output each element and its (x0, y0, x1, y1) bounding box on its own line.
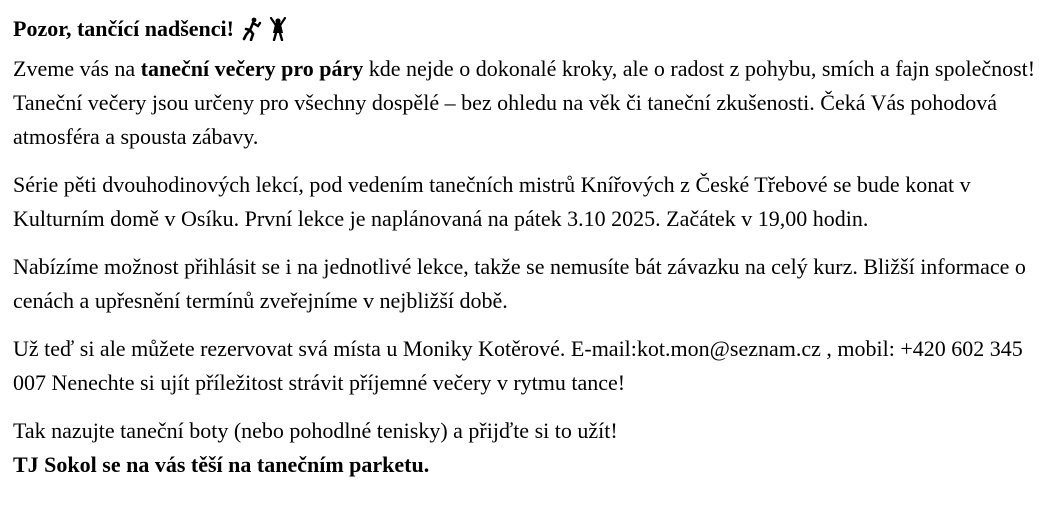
closing-signature: TJ Sokol se na vás těší na tanečním parketu. (13, 452, 430, 477)
dancer-emojis (242, 17, 288, 41)
paragraph-closing (13, 414, 1046, 482)
woman-dancing-icon (268, 17, 288, 41)
p1-after: kde nejde o dokonalé kroky, ale o radost z pohybu, smích a fajn společnost! Taneční večery jsou určeny pro všechny dospělé – bez ohledu na věk či taneční zkušenosti. Čeká Vás pohodová atmosféra a spousta zábavy. (13, 56, 1036, 149)
p1-bold: taneční večery pro páry (140, 56, 364, 81)
paragraph-reservation: Už teď si ale můžete rezervovat svá místa u Moniky Kotěrové. E-mail:kot.mon@seznam.cz , mobil: +420 602 345 007 Nenechte si ujít příležitost strávit příjemné večery v rytmu tance! (13, 336, 1023, 395)
paragraph-single-lessons: Nabízíme možnost přihlásit se i na jednotlivé lekce, takže se nemusíte bát závazku na celý kurz. Bližší informace o cenách a upřesnění termínů zveřejníme v nejbližší době. (13, 254, 1026, 313)
paragraph-invitation (13, 52, 1046, 154)
headline (13, 14, 1046, 44)
closing-line: Tak nazujte taneční boty (nebo pohodlné tenisky) a přijďte si to užít! (13, 418, 618, 443)
paragraph-series: Série pěti dvouhodinových lekcí, pod vedením tanečních mistrů Knířových z České Třebové se bude konat v Kulturním domě v Osíku. První lekce je naplánovaná na pátek 3.10 2025. Začátek v 19,00 hodin. (13, 172, 971, 231)
p1-before: Zveme vás na (13, 56, 141, 81)
headline-text: Pozor, tančící nadšenci! (13, 16, 234, 41)
man-dancing-icon (242, 17, 262, 41)
